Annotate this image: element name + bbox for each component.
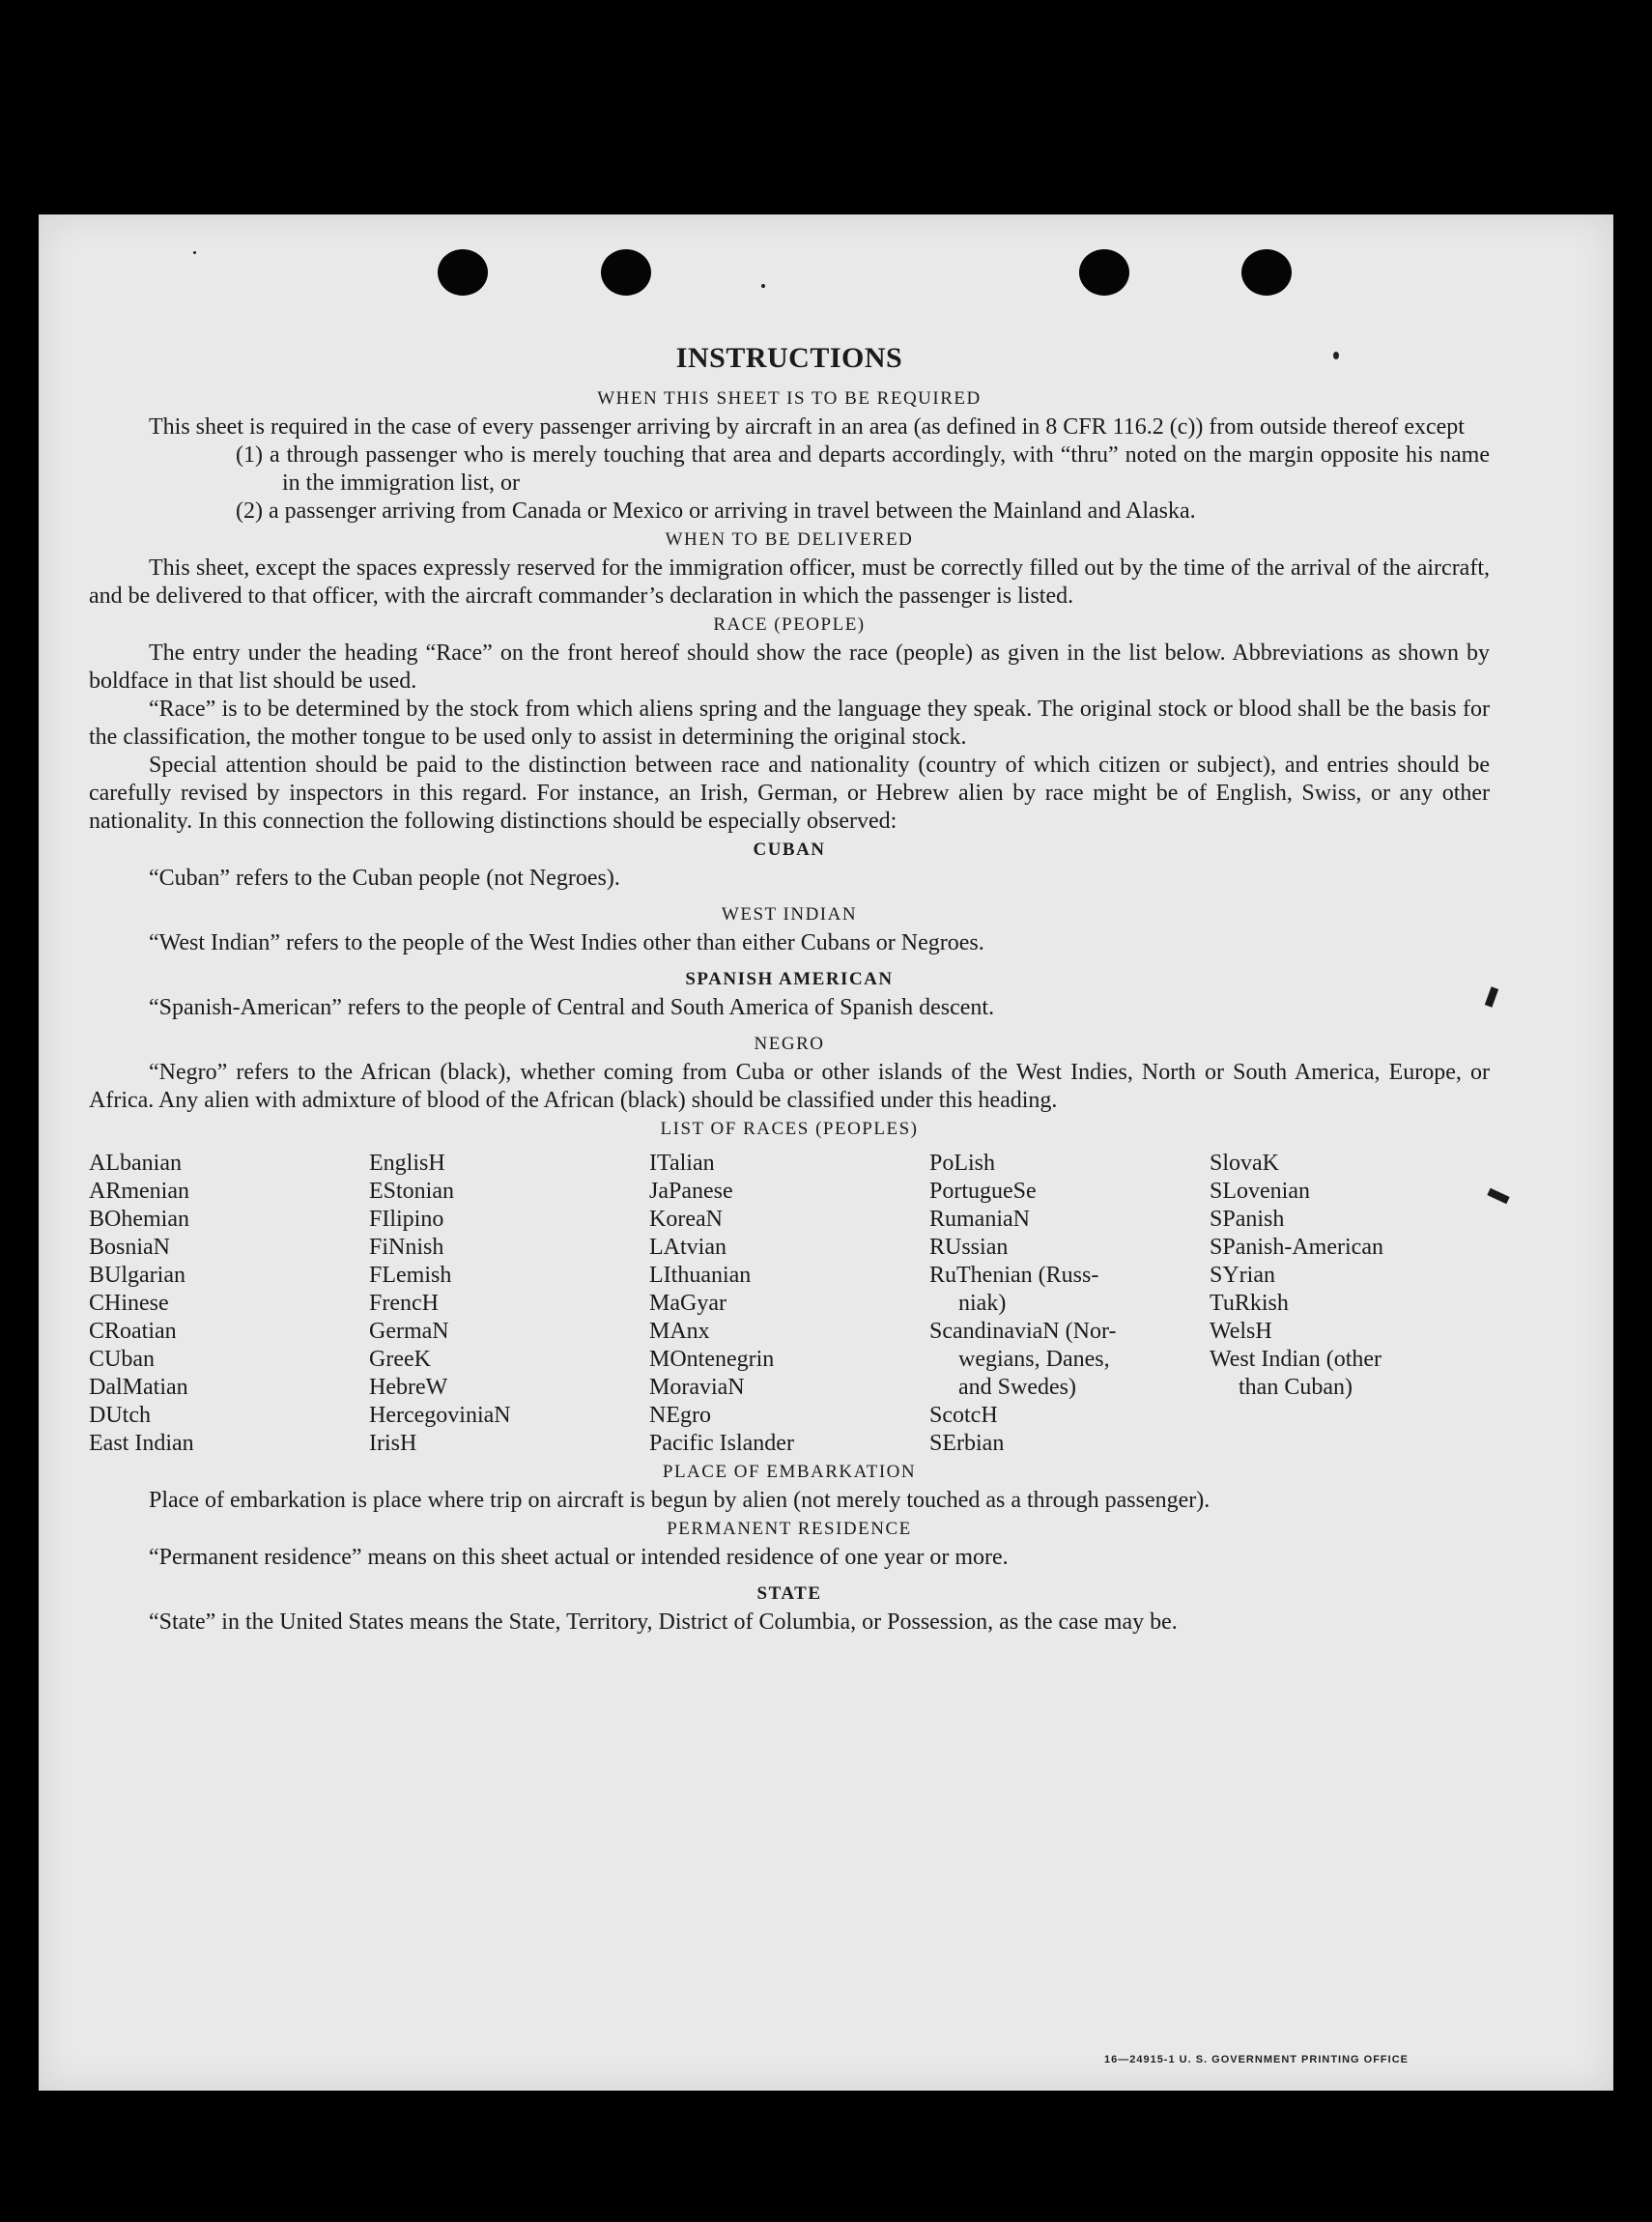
race-entry: FIlipino bbox=[369, 1207, 444, 1232]
race-entry-continuation: and Swedes) bbox=[958, 1375, 1076, 1400]
section-heading-race: RACE (PEOPLE) bbox=[713, 614, 866, 635]
dust-speck bbox=[193, 251, 196, 254]
races-column bbox=[1210, 1150, 1490, 1458]
race-entry: HercegoviniaN bbox=[369, 1403, 511, 1428]
races-list-heading: LIST OF RACES (PEOPLES) bbox=[660, 1119, 919, 1139]
race-entry: LAtvian bbox=[649, 1235, 726, 1260]
races-column bbox=[929, 1150, 1210, 1458]
race-entry: PoLish bbox=[929, 1151, 996, 1176]
punch-hole bbox=[1079, 249, 1129, 296]
race-entry: BUlgarian bbox=[89, 1263, 185, 1288]
race-entry: SYrian bbox=[1210, 1263, 1275, 1288]
negro-text: “Negro” refers to the African (black), whether coming from Cuba or other islands of the West Indies, North or South America, Europe, or Africa. Any alien with admixture of blood of the African (black) should be classified under this heading. bbox=[89, 1060, 1490, 1113]
section-heading-state: STATE bbox=[756, 1583, 822, 1604]
race-entry: SLovenian bbox=[1210, 1179, 1310, 1204]
race-entry: ITalian bbox=[649, 1151, 715, 1176]
race-entry: MOntenegrin bbox=[649, 1347, 775, 1372]
section-heading-cuban: CUBAN bbox=[753, 840, 826, 860]
exception-item: (2) a passenger arriving from Canada or Mexico or arriving in travel between the Mainland and Alaska. bbox=[236, 499, 1196, 524]
exception-item: (1) a through passenger who is merely touching that area and departs accordingly, with “thru” noted on the margin opposite his name in the immigration list, or bbox=[236, 442, 1490, 496]
race-entry: BOhemian bbox=[89, 1207, 189, 1232]
race-entry: MAnx bbox=[649, 1319, 710, 1344]
race-entry: PortugueSe bbox=[929, 1179, 1037, 1204]
race-entry: ALbanian bbox=[89, 1151, 182, 1176]
race-entry: RuThenian (Russ- bbox=[929, 1263, 1099, 1288]
cuban-text: “Cuban” refers to the Cuban people (not Negroes). bbox=[149, 866, 620, 891]
race-entry: East Indian bbox=[89, 1431, 194, 1456]
races-column bbox=[369, 1150, 649, 1458]
section-heading-west-indian: WEST INDIAN bbox=[721, 904, 858, 925]
race-entry: HebreW bbox=[369, 1375, 448, 1400]
exception-list bbox=[89, 442, 1490, 526]
race-entry: CUban bbox=[89, 1347, 155, 1372]
race-entry: WelsH bbox=[1210, 1319, 1272, 1344]
instruction-sheet bbox=[39, 214, 1613, 2091]
races-column bbox=[89, 1150, 369, 1458]
races-column bbox=[649, 1150, 929, 1458]
race-entry-continuation: niak) bbox=[958, 1291, 1007, 1316]
race-entry: SlovaK bbox=[1210, 1151, 1279, 1176]
spanish-american-text: “Spanish-American” refers to the people of Central and South America of Spanish descent. bbox=[149, 995, 995, 1020]
race-entry: EStonian bbox=[369, 1179, 454, 1204]
race-entry: KoreaN bbox=[649, 1207, 723, 1232]
race-paragraph: The entry under the heading “Race” on the front hereof should show the race (people) as given in the list below. Abbreviations as shown by boldface in that list should be used. bbox=[89, 641, 1490, 694]
instructions-content bbox=[89, 342, 1490, 1637]
race-entry: DalMatian bbox=[89, 1375, 188, 1400]
race-entry-continuation: wegians, Danes, bbox=[958, 1347, 1110, 1372]
delivered-text: This sheet, except the spaces expressly reserved for the immigration officer, must be correctly filled out by the time of the arrival of the aircraft, and be delivered to that officer, with the aircraft commander’s declaration in which the passenger is listed. bbox=[89, 556, 1490, 609]
section-heading-negro: NEGRO bbox=[754, 1034, 825, 1054]
race-paragraph: Special attention should be paid to the distinction between race and nationality (country of which citizen or subject), and entries should be carefully revised by inspectors in this regard. For instance, an Irish, German, or Hebrew alien by race might be of English, Swiss, or any other nationality. In this connection the following distinctions should be especially observed: bbox=[89, 753, 1490, 834]
race-entry: IrisH bbox=[369, 1431, 417, 1456]
section-heading-residence: PERMANENT RESIDENCE bbox=[667, 1519, 912, 1539]
page-title: INSTRUCTIONS bbox=[675, 342, 903, 374]
required-intro: This sheet is required in the case of every passenger arriving by aircraft in an area (as defined in 8 CFR 116.2 (c)) from outside thereof except bbox=[149, 414, 1465, 440]
race-entry: GreeK bbox=[369, 1347, 431, 1372]
race-entry: TuRkish bbox=[1210, 1291, 1289, 1316]
race-entry: CRoatian bbox=[89, 1319, 177, 1344]
race-entry: FrencH bbox=[369, 1291, 439, 1316]
section-heading-spanish-american: SPANISH AMERICAN bbox=[685, 969, 894, 989]
race-entry: MoraviaN bbox=[649, 1375, 745, 1400]
embarkation-text: Place of embarkation is place where trip on aircraft is begun by alien (not merely touched as a through passenger). bbox=[149, 1488, 1211, 1513]
state-text: “State” in the United States means the State, Territory, District of Columbia, or Possession, as the case may be. bbox=[149, 1610, 1178, 1635]
race-entry: FLemish bbox=[369, 1263, 452, 1288]
race-entry: DUtch bbox=[89, 1403, 151, 1428]
race-entry: RumaniaN bbox=[929, 1207, 1030, 1232]
race-entry: ScandinaviaN (Nor- bbox=[929, 1319, 1117, 1344]
race-entry: West Indian (other bbox=[1210, 1347, 1382, 1372]
race-entry: JaPanese bbox=[649, 1179, 733, 1204]
race-entry: Pacific Islander bbox=[649, 1431, 794, 1456]
race-entry: ScotcH bbox=[929, 1403, 998, 1428]
race-entry: MaGyar bbox=[649, 1291, 726, 1316]
dust-speck bbox=[761, 284, 765, 288]
race-entry: LIthuanian bbox=[649, 1263, 752, 1288]
printing-office-code: 16—24915-1 U. S. GOVERNMENT PRINTING OFFICE bbox=[1103, 2054, 1409, 2065]
race-paragraph: “Race” is to be determined by the stock from which aliens spring and the language they speak. The original stock or blood shall be the basis for the classification, the mother tongue to be used only to assist in determining the original stock. bbox=[89, 697, 1490, 750]
race-entry: SPanish bbox=[1210, 1207, 1285, 1232]
race-entry-continuation: than Cuban) bbox=[1239, 1375, 1353, 1400]
race-entry: NEgro bbox=[649, 1403, 711, 1428]
race-entry: GermaN bbox=[369, 1319, 449, 1344]
race-entry: EnglisH bbox=[369, 1151, 445, 1176]
section-heading-embarkation: PLACE OF EMBARKATION bbox=[662, 1462, 917, 1482]
residence-text: “Permanent residence” means on this sheet actual or intended residence of one year or more. bbox=[149, 1545, 1009, 1570]
race-entry: ARmenian bbox=[89, 1179, 189, 1204]
race-entry: FiNnish bbox=[369, 1235, 444, 1260]
race-entry: CHinese bbox=[89, 1291, 169, 1316]
punch-hole bbox=[601, 249, 651, 296]
race-entry: SErbian bbox=[929, 1431, 1005, 1456]
west-indian-text: “West Indian” refers to the people of the West Indies other than either Cubans or Negroes. bbox=[149, 930, 984, 955]
ink-mark bbox=[1487, 1188, 1509, 1205]
punch-hole bbox=[1241, 249, 1292, 296]
race-entry: BosniaN bbox=[89, 1235, 170, 1260]
section-heading-delivered: WHEN TO BE DELIVERED bbox=[665, 529, 914, 550]
section-heading-required: WHEN THIS SHEET IS TO BE REQUIRED bbox=[597, 388, 982, 409]
race-entry: SPanish-American bbox=[1210, 1235, 1383, 1260]
race-entry: RUssian bbox=[929, 1235, 1009, 1260]
races-table bbox=[89, 1150, 1490, 1458]
punch-hole bbox=[438, 249, 488, 296]
